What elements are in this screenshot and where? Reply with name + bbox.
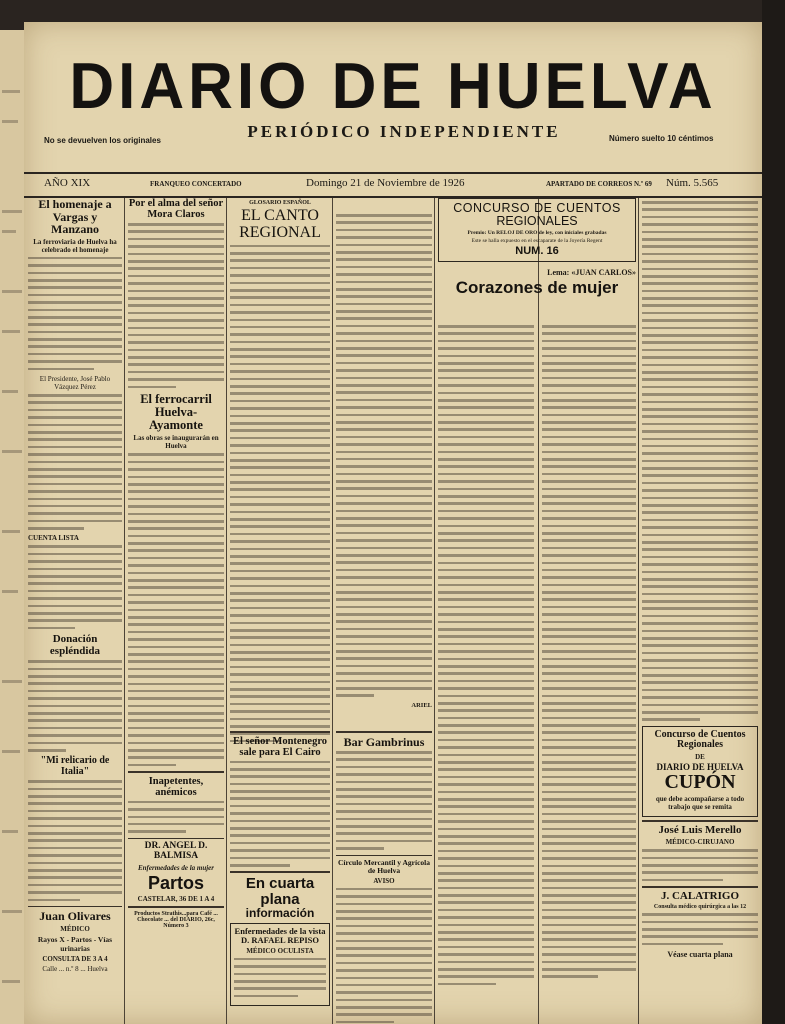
masthead-subtitle: PERIÓDICO INDEPENDIENTE <box>247 122 561 141</box>
ad-text-lines <box>642 913 758 945</box>
column-2 <box>128 198 224 931</box>
ad-calatrigo-title: Consulta médico quirúrgica a las 12 <box>653 904 747 911</box>
column-rule <box>434 198 435 1024</box>
headline-donacion: Donación espléndida <box>49 633 101 657</box>
column-rule <box>332 198 333 1024</box>
headline-montenegro: El señor Montenegro sale para El Cairo <box>232 735 328 758</box>
coupon-box <box>642 726 758 817</box>
ad-products-footer: Productos Strathis...para Café ... Chocolate ... del DIARIO, 26c, Número 3 <box>134 910 218 929</box>
article-text-lines <box>230 761 330 867</box>
column-rule <box>638 198 639 1024</box>
price-note: Número suelto 10 céntimos <box>609 134 714 143</box>
coupon-title-2: Regionales <box>676 739 724 751</box>
page-edge-shadow <box>762 0 785 1024</box>
contest-num: NUM. 16 <box>515 245 559 258</box>
story-headline: Corazones de mujer <box>455 277 619 297</box>
story-column-b <box>542 322 636 983</box>
ad-informacion: información <box>245 906 315 921</box>
ad-balmisa-spec: Enfermedades de la mujer <box>137 864 215 873</box>
headline-homenaje: El homenaje a Vargas y Manzano <box>38 197 112 237</box>
story-text-lines <box>438 325 534 985</box>
story-text-lines <box>542 325 636 978</box>
franqueo-label: FRANQUEO CONCERTADO <box>150 180 242 188</box>
column-4 <box>336 198 432 711</box>
section-glosario: GLOSARIO ESPAÑOL <box>249 200 311 206</box>
headline-inapetentes: Inapetentes, anémicos <box>148 775 204 798</box>
headline-mora-claros: Por el alma del señor Mora Claros <box>128 198 224 221</box>
ad-merello-title: MÉDICO-CIRUJANO <box>665 838 735 847</box>
year-label: AÑO XIX <box>44 177 91 189</box>
column-1 <box>28 198 122 975</box>
contest-title-2: REGIONALES <box>496 214 578 229</box>
headline-ferrocarril: El ferrocarril Huelva-Ayamonte <box>140 392 212 433</box>
column-7 <box>642 198 758 961</box>
dateline-bar <box>24 172 762 198</box>
story-column-a <box>438 322 534 990</box>
coupon-note: que debe acompañarse a todo trabajo que se remita <box>655 795 745 812</box>
ad-text-lines <box>234 958 326 998</box>
ad-repiso-line1: Enfermedades de la vista <box>234 925 326 936</box>
ad-repiso-line3: MÉDICO OCULISTA <box>246 946 314 955</box>
footer-cuarta-plana: Véase cuarta plana <box>667 950 733 960</box>
headline-relicario: "Mi relicario de Italia" <box>40 755 110 777</box>
coupon-paper: DIARIO DE HUELVA <box>656 761 744 772</box>
ad-calatrigo-name: J. CALATRIGO <box>660 889 740 902</box>
story-motto: Lema: «JUAN CARLOS» <box>547 267 636 277</box>
contest-title-1: CONCURSO DE CUENTOS <box>453 201 621 215</box>
article-text-lines <box>28 545 122 629</box>
article-text-lines <box>336 214 432 697</box>
signature-presidente: El Presidente, José Pablo Vázquez Pérez <box>39 375 111 392</box>
originals-note: No se devuelven los originales <box>44 136 161 145</box>
deck-aviso: AVISO <box>373 876 395 885</box>
ad-cuarta-plana: En cuarta plana <box>245 874 315 908</box>
section-cuenta-lista: CUENTA LISTA <box>28 534 79 543</box>
coupon-cupon: CUPÓN <box>664 771 736 794</box>
ad-text-lines <box>642 849 758 881</box>
issue-number: Núm. 5.565 <box>666 177 719 189</box>
article-text-lines <box>128 801 224 833</box>
contest-prize-2: Este se halla expuesto en el escaparate de la Joyería Regent <box>471 238 603 245</box>
masthead-title: DIARIO DE HUELVA <box>69 50 717 123</box>
headline-canto-regional: EL CANTO REGIONAL <box>239 207 321 241</box>
previous-page-strip <box>0 30 24 1024</box>
signature-ariel: ARIEL <box>411 701 432 709</box>
ad-olivares-line3: Calle ... n.º 8 ... Huelva <box>42 965 108 974</box>
column-3 <box>230 198 330 747</box>
ad-olivares-title: MÉDICO <box>60 925 90 934</box>
ad-balmisa-name: DR. ANGEL D. BALMISA <box>144 841 208 862</box>
date-label: Domingo 21 de Noviembre de 1926 <box>306 177 465 189</box>
column-3-lower <box>230 728 330 1006</box>
article-text-lines <box>336 751 432 850</box>
headline-circulo: Círculo Mercantil y Agrícola de Huelva <box>338 858 430 875</box>
ad-olivares-line2: CONSULTA DE 3 A 4 <box>42 955 108 964</box>
ad-balmisa-address: CASTELAR, 36 DE 1 A 4 <box>137 895 215 903</box>
ad-olivares-name: Juan Olivares <box>39 909 111 924</box>
coupon-title-1: Concurso de Cuentos <box>654 728 746 740</box>
apartado-label: APARTADO DE CORREOS N.º 69 <box>546 180 652 188</box>
ad-repiso-box <box>230 923 330 1006</box>
newspaper-page <box>24 22 762 1024</box>
ad-olivares-line1: Rayos X - Partos - Vías urinarias <box>37 935 113 954</box>
deck-ferrocarril: Las obras se inaugurarán en Huelva <box>133 434 219 451</box>
ad-repiso-line2: D. RAFAEL REPISO <box>240 934 319 945</box>
article-text-lines <box>28 780 122 901</box>
contest-column <box>438 198 636 297</box>
article-text-lines <box>128 453 224 766</box>
article-text-lines <box>336 888 432 1024</box>
column-rule <box>124 198 125 1024</box>
coupon-de: DE <box>695 752 705 761</box>
ad-balmisa-partos: Partos <box>147 873 205 894</box>
article-text-lines <box>128 223 224 388</box>
ad-merello-name: José Luis Merello <box>658 823 742 836</box>
contest-box <box>438 198 636 262</box>
article-text-lines <box>230 245 330 743</box>
column-rule <box>538 198 539 1024</box>
column-4-lower <box>336 728 432 1024</box>
article-text-lines <box>28 660 122 751</box>
contest-prize-1: Premio: Un RELOJ DE ORO de ley, con iniciales grabadas <box>467 230 607 237</box>
article-text-lines <box>28 257 122 370</box>
story-text-lines <box>642 201 758 721</box>
article-text-lines <box>28 394 122 530</box>
column-rule <box>226 198 227 1024</box>
deck-homenaje: La ferroviaria de Huelva ha celebrado el homenaje <box>33 237 117 254</box>
headline-gambrinus: Bar Gambrinus <box>343 734 425 749</box>
